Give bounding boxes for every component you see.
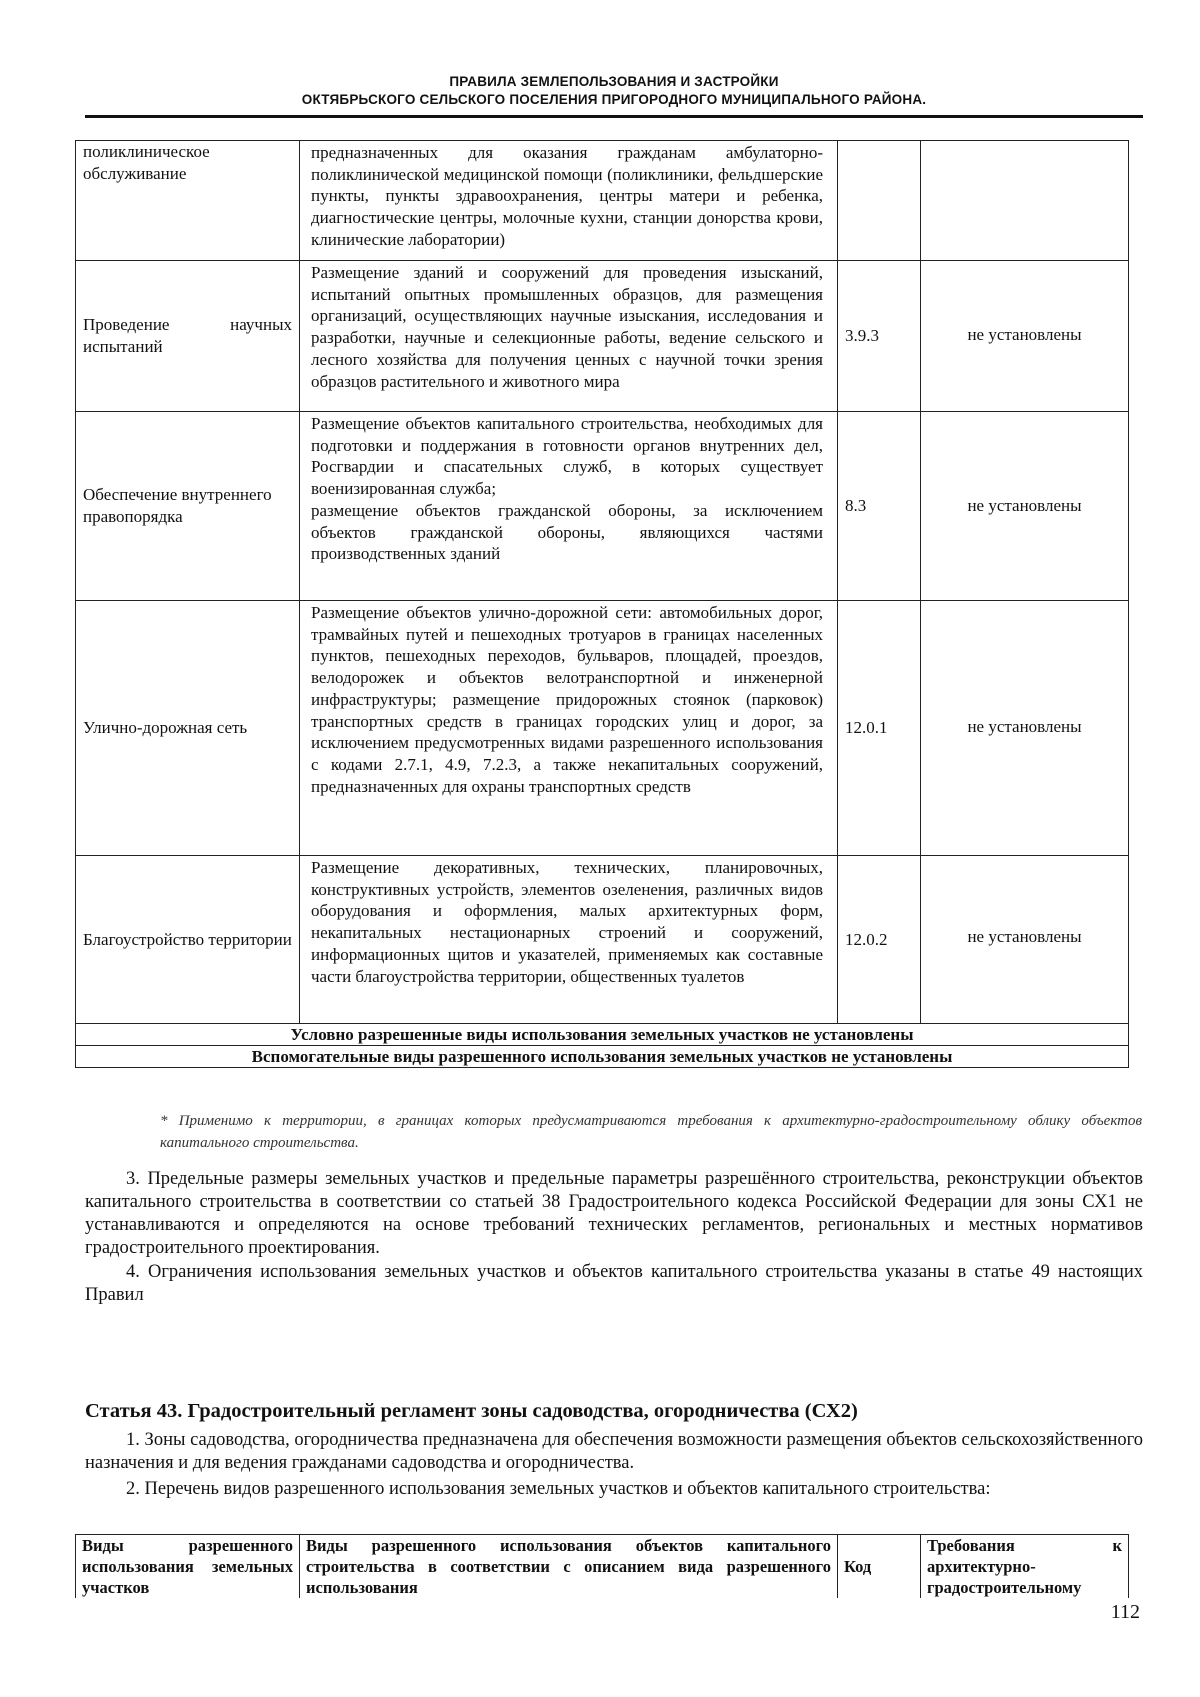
page-bottom-margin (0, 1598, 1200, 1697)
use-type-description: Размещение объектов улично-дорожной сети: автомобильных дорог, трамвайных путей и пешеходных тротуаров в границах населенных пунктов, пешеходных переходов, бульваров, площадей, проездов, велодорожек и объектов велотранспортной и инженерной инфраструктуры; размещение придорожных стоянок (парковок) транспортных средств в границах городских улиц и дорог, за исключением предусмотренных видами разрешенного использования с кодами 2.7.1, 4.9, 7.2.3, а также некапитальных сооружений, предназначенных для охраны транспортных средств (300, 601, 838, 856)
table-header-row (76, 1535, 1129, 1599)
use-type-description (300, 412, 838, 601)
paragraph-4: 4. Ограничения использования земельных участков и объектов капитального строительства указаны в статье 49 настоящих Правил (85, 1262, 1143, 1305)
use-type-requirements (921, 141, 1129, 261)
use-type-name: Обеспечение внутреннего правопорядка (76, 412, 300, 601)
paragraph-3: 3. Предельные размеры земельных участков и предельные параметры разрешённого строительства, реконструкции объектов капитального строительства в соответствии со статьей 38 Градостроительного кодекса Российской Федерации для зоны СХ1 не устанавливаются и определяются на основе требований технических регламентов, региональных и местных нормативов градостроительного проектирования. (85, 1169, 1143, 1258)
use-type-name: Благоустройство территории (76, 856, 300, 1024)
column-header: Виды разрешенного использования объектов капитального строительства в соответствии с описанием вида разрешенного использования (300, 1535, 838, 1599)
use-type-description: предназначенных для оказания гражданам амбулаторно-поликлинической медицинской помощи (поликлиники, фельдшерские пункты, пункты здравоохранения, центры матери и ребенка, диагностические центры, молочные кухни, станции донорства крови, клинические лаборатории) (300, 141, 838, 261)
table-row (76, 1046, 1129, 1068)
use-type-code: 12.0.2 (838, 856, 921, 1024)
use-type-code: 12.0.1 (838, 601, 921, 856)
table-row (76, 856, 1129, 1024)
article-paragraph-1: 1. Зоны садоводства, огородничества предназначена для обеспечения возможности размещения объектов сельскохозяйственного назначения и для ведения гражданами садоводства и огородничества. (85, 1430, 1143, 1473)
header-rule (85, 115, 1143, 118)
land-use-table (75, 140, 1129, 1068)
use-type-requirements: не установлены (921, 412, 1129, 601)
column-header: Код (838, 1535, 921, 1599)
use-type-name: Улично-дорожная сеть (76, 601, 300, 856)
use-type-requirements: не установлены (921, 856, 1129, 1024)
running-header (85, 73, 1143, 109)
table-row (76, 601, 1129, 856)
use-type-code (838, 141, 921, 261)
description-part-1: Размещение объектов капитального строительства, необходимых для подготовки и поддержания в готовности органов внутренних дел, Росгвардии и спасательных служб, в которых существует военизированная служба; (311, 414, 823, 499)
article-heading: Статья 43. Градостроительный регламент зоны садоводства, огородничества (СХ2) (85, 1400, 858, 1422)
description-part-2: размещение объектов гражданской обороны, за исключением объектов гражданской обороны, являющихся частями производственных зданий (311, 500, 823, 564)
column-header: Виды разрешенного использования земельных участков (76, 1535, 300, 1599)
use-type-code: 3.9.3 (838, 261, 921, 412)
table-row (76, 141, 1129, 261)
auxiliary-uses-row: Вспомогательные виды разрешенного использования земельных участков не установлены (76, 1046, 1129, 1068)
use-type-description: Размещение декоративных, технических, планировочных, конструктивных устройств, элементов озеленения, различных видов оборудования и оформления, малых архитектурных форм, некапитальных нестационарных строений и сооружений, информационных щитов и указателей, применяемых как составные части благоустройства территории, общественных туалетов (300, 856, 838, 1024)
conditional-uses-row: Условно разрешенные виды использования земельных участков не установлены (76, 1024, 1129, 1046)
article-paragraph-2: 2. Перечень видов разрешенного использования земельных участков и объектов капитального строительства: (126, 1479, 991, 1499)
table-row (76, 412, 1129, 601)
table-row (76, 261, 1129, 412)
use-type-requirements: не установлены (921, 601, 1129, 856)
use-type-code: 8.3 (838, 412, 921, 601)
zone-sx2-table (75, 1534, 1129, 1599)
footnote: * Применимо к территории, в границах которых предусматриваются требования к архитектурно-градостроительному облику объектов капитального строительства. (160, 1113, 1142, 1151)
use-type-name: Проведение научных испытаний (76, 261, 300, 412)
column-header: Требования к архитектурно-градостроительному (921, 1535, 1129, 1599)
page-number: 112 (1110, 1601, 1140, 1623)
use-type-description: Размещение зданий и сооружений для проведения изысканий, испытаний опытных промышленных образцов, для размещения организаций, осуществляющих научные изыскания, исследования и разработки, научные и селекционные работы, ведение сельского и лесного хозяйства для получения ценных с научной точки зрения образцов растительного и животного мира (300, 261, 838, 412)
use-type-requirements: не установлены (921, 261, 1129, 412)
header-line-1: ПРАВИЛА ЗЕМЛЕПОЛЬЗОВАНИЯ И ЗАСТРОЙКИ (449, 74, 779, 89)
header-line-2: ОКТЯБРЬСКОГО СЕЛЬСКОГО ПОСЕЛЕНИЯ ПРИГОРОДНОГО МУНИЦИПАЛЬНОГО РАЙОНА. (301, 92, 927, 107)
table-row (76, 1024, 1129, 1046)
use-type-name: поликлиническое обслуживание (76, 141, 300, 261)
